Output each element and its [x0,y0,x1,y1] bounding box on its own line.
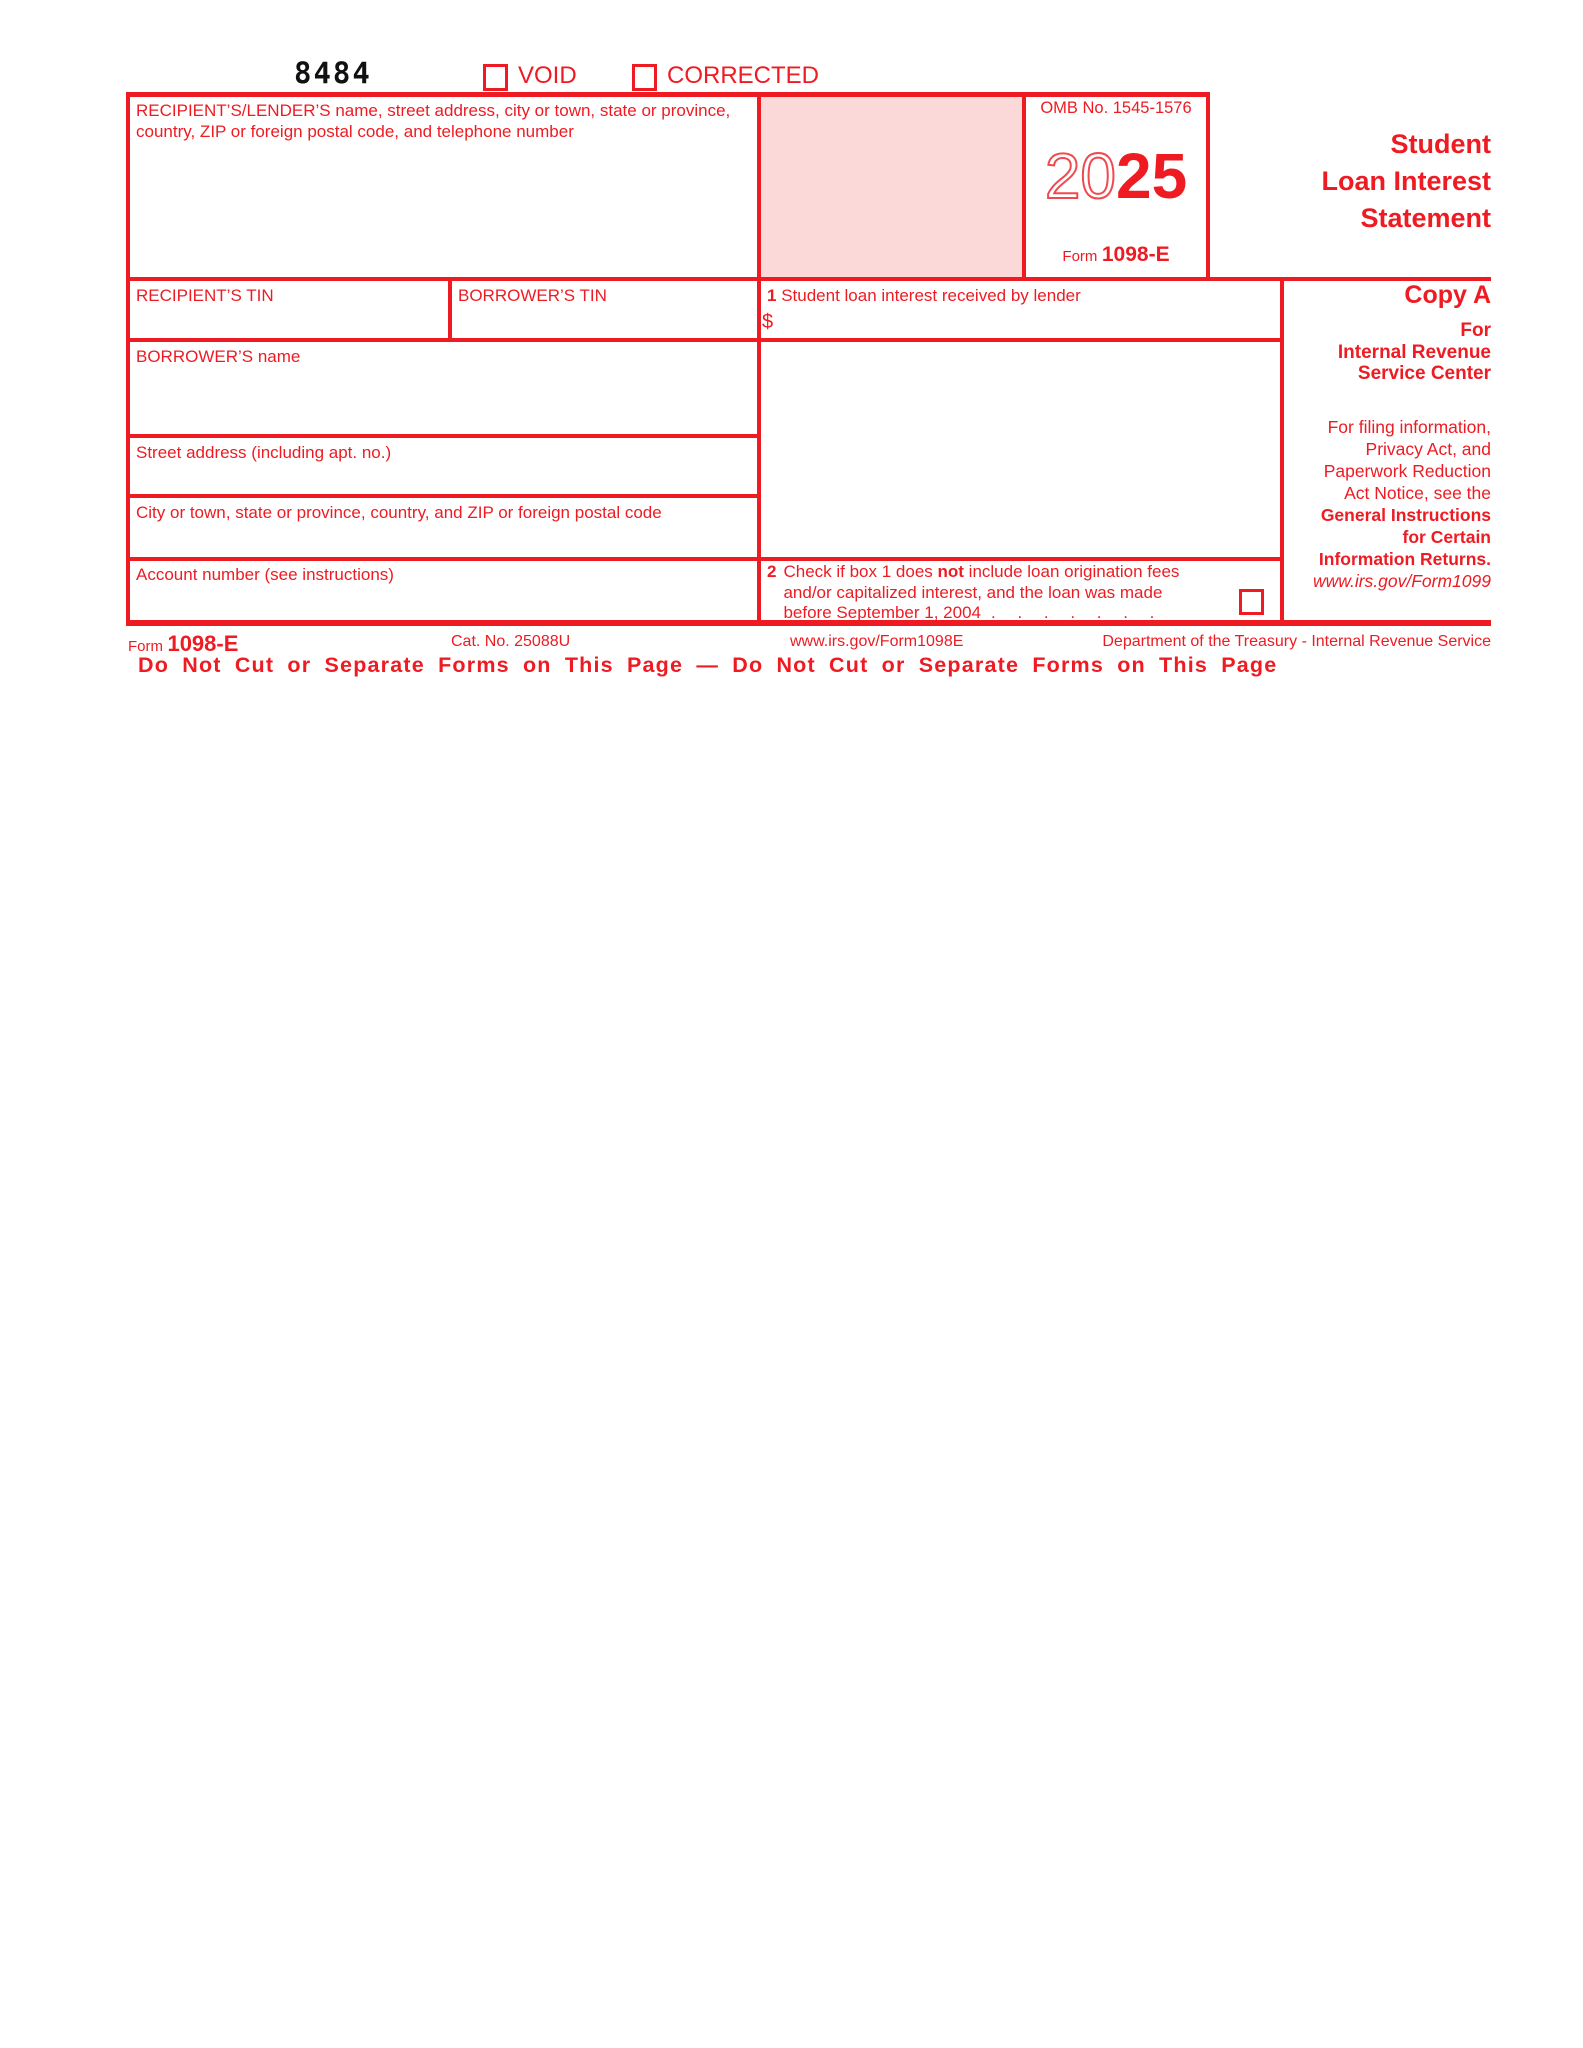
catalog-number: Cat. No. 25088U [451,633,571,650]
city-state-zip-label: City or town, state or province, country, and ZIP or foreign postal code [136,503,662,522]
tax-year-outline: 20 [1044,140,1116,212]
box2-line1-post: include loan origination fees [963,562,1180,581]
box1-currency-symbol: $ [762,311,774,333]
box2-line1-pre: Check if box 1 does [783,562,938,581]
recipient-lender-info-field[interactable] [132,145,754,273]
pink-shaded-cell [759,94,1024,279]
street-address-field[interactable] [132,464,754,492]
copy-a-bold-line-3: Information Returns. [1318,548,1491,569]
copy-a-url: www.irs.gov/Form1099 [1313,570,1491,591]
box2-number: 2 [767,562,777,581]
recipient-tin-field[interactable] [132,306,446,336]
copy-a-bold-line-2: for Certain [1402,526,1491,547]
copy-a-notice-line-4: Act Notice, see the [1344,482,1491,503]
borrower-name-field[interactable] [132,368,754,432]
box2-label-text [783,562,1179,624]
copy-a-notice-line-3: Paperwork Reduction [1323,460,1491,481]
footer-form-number: 1098-E [167,631,239,656]
box2-not-word: not [937,562,964,581]
copy-a-for-line-3: Service Center [1357,363,1491,384]
title-line-2: Loan Interest [1321,166,1491,196]
department-label: Department of the Treasury - Internal Revenue Service [1102,633,1491,650]
account-number-field[interactable] [132,586,754,618]
print-code: 8484 [294,56,372,90]
borrower-tin-label: BORROWER’S TIN [458,286,607,305]
box2-checkbox[interactable] [1239,589,1264,615]
box1-label [767,285,1081,306]
footer-form-word: Form [128,638,163,655]
form-number-cell [1026,243,1206,267]
box1-number: 1 [767,286,777,305]
box2-dot-leader: . . . . . . . [991,603,1155,622]
borrower-tin-field[interactable] [454,306,754,336]
box1-label-text: Student loan interest received by lender [781,286,1081,305]
form-number: 1098-E [1101,243,1170,266]
recipient-lender-label: RECIPIENT’S/LENDER’S name, street address, city or town, state or province, country, ZIP or foreign postal code, and telephone number [136,101,731,141]
border-row2 [126,338,1284,342]
corrected-label: CORRECTED [667,62,820,89]
copy-a-notice-line-1: For filing information, [1327,416,1491,437]
box2-line3: before September 1, 2004 [783,603,981,622]
tax-year-bold: 25 [1116,140,1188,212]
border-tin-divider [448,277,452,342]
omb-number: OMB No. 1545-1576 [1040,99,1192,117]
recipient-tin-label: RECIPIENT’S TIN [136,286,274,305]
street-address-label: Street address (including apt. no.) [136,443,392,462]
border-row4 [126,494,761,498]
form-word: Form [1062,248,1098,265]
title-line-1: Student [1390,129,1491,159]
border-row3 [126,434,761,438]
box2-line2: and/or capitalized interest, and the loan was made [783,582,1163,602]
account-number-label: Account number (see instructions) [136,565,394,584]
border-center-divider [757,92,761,624]
corrected-checkbox[interactable] [632,64,657,91]
box2-label [767,562,1237,624]
tax-year [1026,140,1206,212]
border-row5 [126,557,1284,561]
copy-a-bold-line-1: General Instructions [1320,504,1491,525]
do-not-cut-notice: Do Not Cut or Separate Forms on This Page — Do Not Cut or Separate Forms on This Page [138,653,1278,677]
border-omb-right [1206,92,1210,281]
borrower-name-label: BORROWER’S name [136,347,301,366]
city-state-zip-field[interactable] [132,524,754,554]
footer-url: www.irs.gov/Form1098E [790,633,964,650]
void-label: VOID [518,62,577,89]
border-top [126,92,1210,97]
copy-a-column [1191,281,1491,592]
copy-a-notice-line-2: Privacy Act, and [1365,438,1491,459]
copy-a-gap [1191,385,1491,416]
page-title [1321,126,1491,237]
copy-a-for-line-1: For [1460,320,1491,341]
void-checkbox[interactable] [483,64,508,91]
border-left [126,92,130,624]
title-line-3: Statement [1360,203,1491,233]
copy-a-heading: Copy A [1404,281,1491,309]
copy-a-for-line-2: Internal Revenue [1337,341,1491,363]
